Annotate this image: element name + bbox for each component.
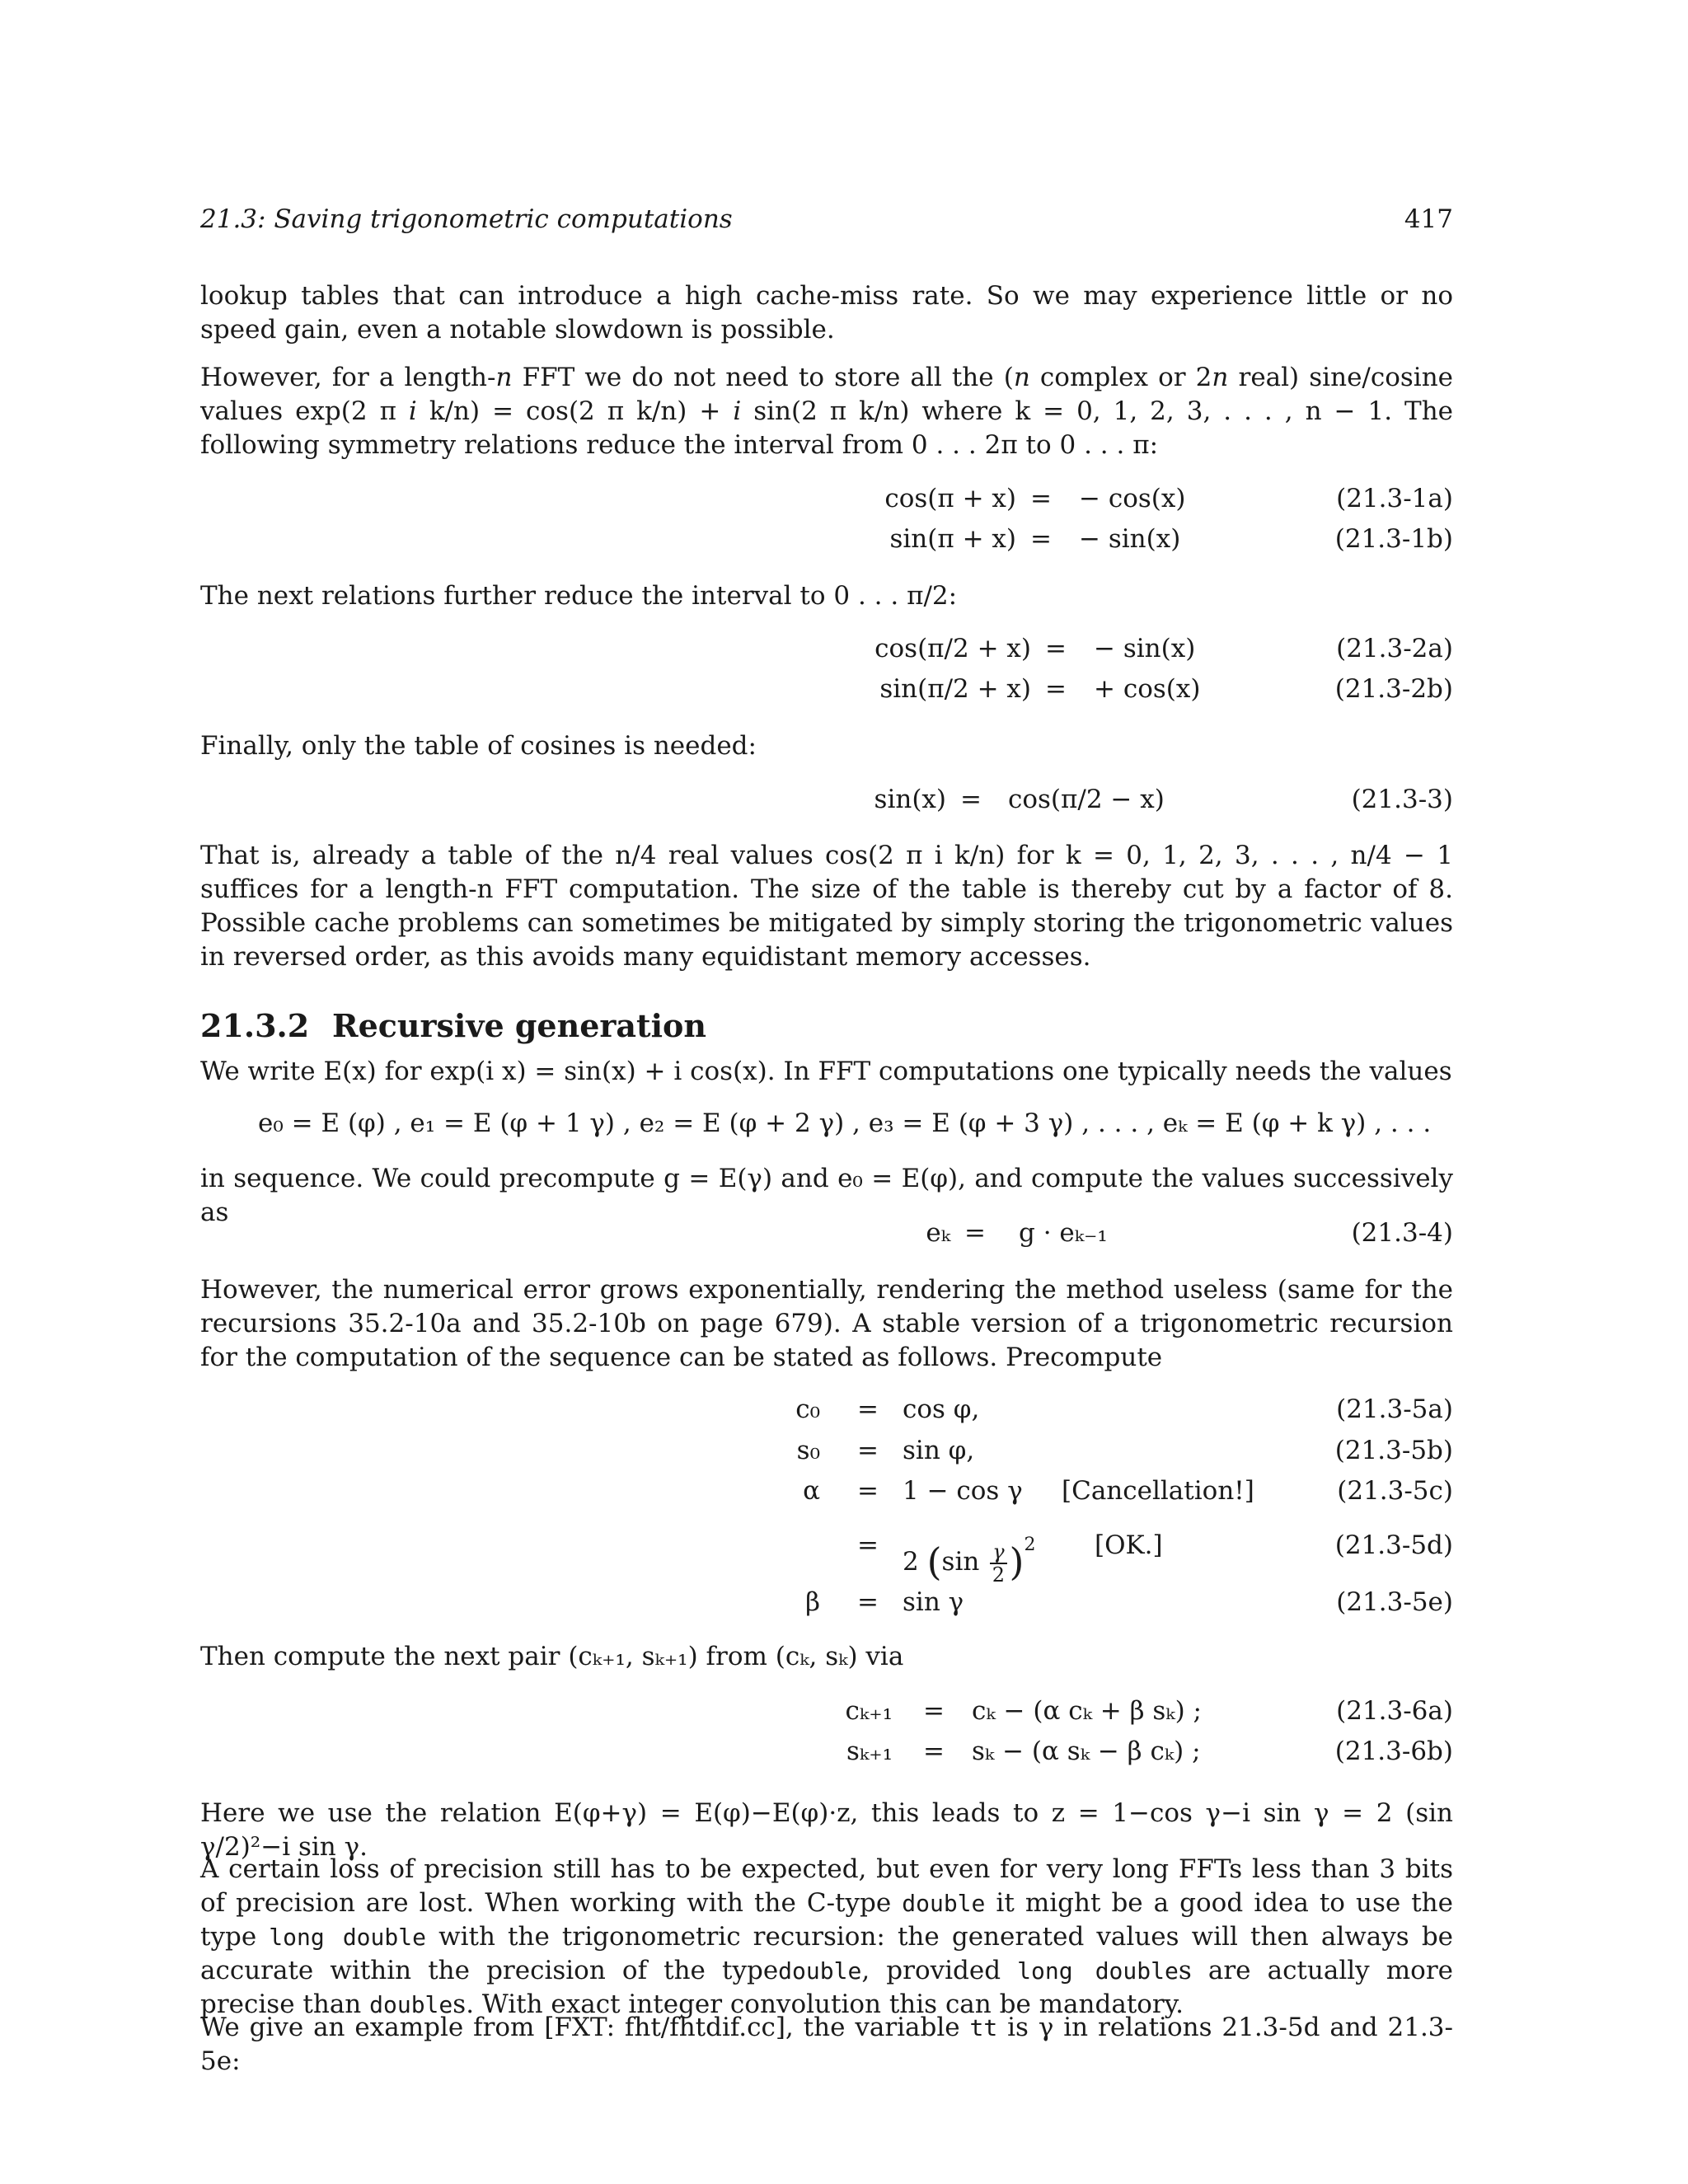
code-double: double <box>778 1957 862 1985</box>
paragraph-5: That is, already a table of the n/4 real values cos(2 π i k/n) for k = 0, 1, 2, 3, . . . , n/4 − 1 suffices for a length-n FFT computation. The size of the table is thereby cut by a factor of 8. Possible cache problems can sometimes be mitigated by simply storing the trigonometric values in reversed order, as this avoids many equidistant memory accesses. <box>200 841 1453 972</box>
paragraph-4: Finally, only the table of cosines is needed: <box>200 731 757 761</box>
paragraph-8: However, the numerical error grows exponentially, rendering the method useless (same for the recursions 35.2-10a and 35.2-10b on page 679). A stable version of a trigonometric recursion for the computation of the sequence can be stated as follows. Precompute <box>200 1275 1453 1372</box>
code-long-double: long double <box>1017 1957 1179 1985</box>
running-header <box>200 204 1453 234</box>
paragraph-7: in sequence. We could precompute g = E(γ) and e₀ = E(φ), and compute the values successively as <box>200 1164 1453 1227</box>
section-heading <box>200 1007 706 1044</box>
page-number: 417 <box>1404 204 1453 234</box>
paragraph-1: lookup tables that can introduce a high cache-miss rate. So we may experience little or no speed gain, even a notable slowdown is possible. <box>200 281 1453 344</box>
paragraph-3: The next relations further reduce the interval to 0 . . . π/2: <box>200 581 958 611</box>
code-double: double <box>369 1991 453 2018</box>
code-tt: tt <box>969 2014 998 2041</box>
paragraph-9: Then compute the next pair (cₖ₊₁, sₖ₊₁) from (cₖ, sₖ) via <box>200 1642 904 1671</box>
section-running-title: 21.3: Saving trigonometric computations <box>200 204 733 234</box>
paragraph-11: A certain loss of precision still has to be expected, but even for very long FFTs less than 3 bits of precision are lost. When working with the C-type double it might be a good idea to use the type long double with the trigonometric recursion: the generated values will then always be accurate within the precision of the typedouble, provided long doubles are actually more precise than doubles. With exact integer convolution this can be mandatory. <box>200 1854 1454 2019</box>
paragraph-10: Here we use the relation E(φ+γ) = E(φ)−E(φ)·z, this leads to z = 1−cos γ−i sin γ = 2 (sin γ/2)²−i sin γ. <box>200 1798 1453 1862</box>
equation-sequence: e₀ = E (φ) , e₁ = E (φ + 1 γ) , e₂ = E (φ + 2 γ) , e₃ = E (φ + 3 γ) , . . . , eₖ = E (φ + k γ) , . . . <box>258 1108 1432 1138</box>
ok-note: [OK.] <box>1095 1530 1163 1560</box>
cancellation-note: [Cancellation!] <box>1062 1476 1254 1506</box>
paragraph-12: We give an example from [FXT: fht/fhtdif.cc], the variable tt is γ in relations 21.3-5d and 21.3-5e: <box>200 2013 1453 2076</box>
paragraph-2: However, for a length-n FFT we do not need to store all the (n complex or 2n real) sine/cosine values exp(2 π i k/n) = cos(2 π k/n) + i sin(2 π k/n) where k = 0, 1, 2, 3, . . . , n − 1. The following symmetry relations reduce the interval from 0 . . . 2π to 0 . . . π: <box>200 363 1454 460</box>
code-long-double: long double <box>269 1924 426 1951</box>
code-double: double <box>902 1890 986 1917</box>
section-number: 21.3.2 <box>200 1007 310 1044</box>
paragraph-6: We write E(x) for exp(i x) = sin(x) + i cos(x). In FFT computations one typically needs the values <box>200 1057 1452 1086</box>
section-title: Recursive generation <box>332 1007 707 1044</box>
